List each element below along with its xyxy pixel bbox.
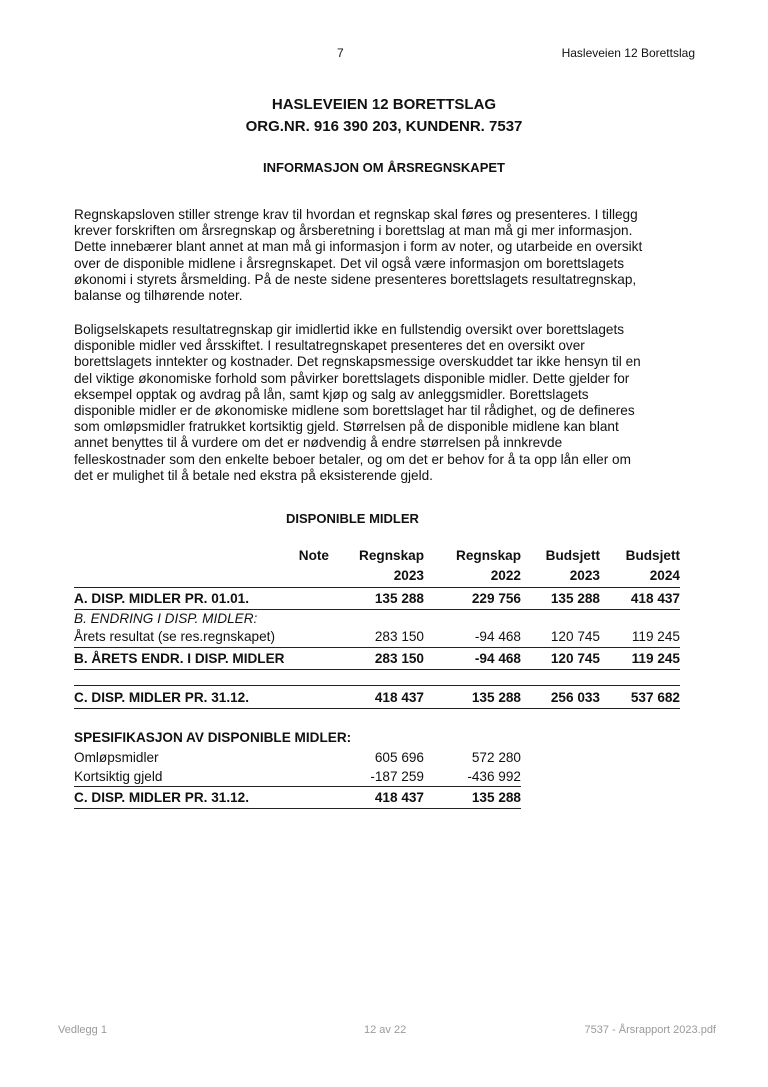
table-header-row xyxy=(74,547,680,565)
row-label: C. DISP. MIDLER PR. 31.12. xyxy=(74,690,250,705)
row-divider xyxy=(74,808,521,809)
table-row xyxy=(74,689,680,707)
document-title: HASLEVEIEN 12 BORETTSLAG xyxy=(271,96,497,113)
row-label: B. ÅRETS ENDR. I DISP. MIDLER xyxy=(74,651,285,666)
row-value: 135 288 xyxy=(374,591,424,606)
header-col3: Budsjett xyxy=(545,548,600,563)
paragraph-line: annet benyttes til å vurdere om det er nødvendig å endre størrelsen på innkrevde xyxy=(74,435,563,451)
row-value: 135 288 xyxy=(471,790,521,805)
paragraph-line: Boligselskapets resultatregnskap gir imidlertid ikke en fullstendig oversikt over borettslagets xyxy=(74,322,625,337)
table-row xyxy=(74,789,521,807)
header-note: Note xyxy=(298,548,329,563)
section-heading: INFORMASJON OM ÅRSREGNSKAPET xyxy=(263,160,505,175)
header-col1: Regnskap xyxy=(359,548,424,563)
row-value: 418 437 xyxy=(630,591,680,606)
paragraph-line: Regnskapsloven stiller strenge krav til hvordan et regnskap skal føres og presenteres. I tillegg xyxy=(74,207,638,222)
row-label: A. DISP. MIDLER PR. 01.01. xyxy=(74,591,250,606)
table-row xyxy=(74,768,521,786)
header-col2-year: 2022 xyxy=(490,568,521,583)
paragraph-line: krever forskriften om årsregnskap og årsberetning i borettslag at man må gi mer informasjon. xyxy=(74,223,633,239)
footer-left: Vedlegg 1 xyxy=(58,1024,107,1036)
footer-center: 12 av 22 xyxy=(364,1024,407,1036)
header-col1-year: 2023 xyxy=(393,568,424,583)
header-col4: Budsjett xyxy=(625,548,680,563)
row-label: C. DISP. MIDLER PR. 31.12. xyxy=(74,790,250,805)
header-col3-year: 2023 xyxy=(569,568,600,583)
paragraph-line: det er mulighet til å betale ned ekstra på eksisterende gjeld. xyxy=(74,467,433,483)
disponible-midler-heading: DISPONIBLE MIDLER xyxy=(286,511,419,526)
table-row xyxy=(74,610,680,628)
row-divider xyxy=(74,685,680,686)
table-header-year-row xyxy=(74,567,680,585)
paragraph-line: balanse og tilhørende noter. xyxy=(74,288,243,304)
row-value: 256 033 xyxy=(550,690,600,705)
row-divider xyxy=(74,669,680,670)
paragraph-line: økonomi i styrets årsmelding. På de neste sidene presenteres borettslagets resultatregnskap, xyxy=(74,271,637,287)
row-label: B. ENDRING I DISP. MIDLER: xyxy=(74,611,258,626)
paragraph-line: disponible midler er de økonomiske midlene som borettslaget har til rådighet, og de defineres xyxy=(74,403,635,419)
row-value: 418 437 xyxy=(374,690,424,705)
row-value: 605 696 xyxy=(374,750,424,765)
paragraph-explanation xyxy=(74,322,694,484)
disponible-midler-table xyxy=(74,547,680,717)
row-value: 537 682 xyxy=(630,690,680,705)
row-value: 418 437 xyxy=(374,790,424,805)
page-number: 7 xyxy=(337,46,344,60)
spec-title: SPESIFIKASJON AV DISPONIBLE MIDLER: xyxy=(74,730,352,745)
spesifikasjon-table xyxy=(74,729,521,809)
row-label: Årets resultat (se res.regnskapet) xyxy=(74,629,275,644)
row-value: 135 288 xyxy=(550,591,600,606)
paragraph-line: eksempel opptak og avdrag på lån, samt kjøp og salg av anleggsmidler. Borettslagets xyxy=(74,386,589,402)
row-divider xyxy=(74,647,680,648)
row-value: 120 745 xyxy=(550,629,600,644)
table-row xyxy=(74,590,680,608)
paragraph-line: borettslagets inntekter og kostnader. Det regnskapsmessige overskuddet tar ikke hensyn til en xyxy=(74,354,641,370)
document-org-number: ORG.NR. 916 390 203, KUNDENR. 7537 xyxy=(245,118,523,135)
row-label: Omløpsmidler xyxy=(74,750,159,765)
header-col4-year: 2024 xyxy=(649,568,680,583)
row-divider xyxy=(74,708,680,709)
row-divider xyxy=(74,786,521,787)
paragraph-line: over de disponible midlene i årsregnskapet. Det vil også være informasjon om borettslagets xyxy=(74,255,625,271)
row-value: -436 992 xyxy=(467,769,521,784)
row-label: Kortsiktig gjeld xyxy=(74,769,163,784)
row-value: 283 150 xyxy=(374,651,424,666)
paragraph-line: felleskostnader som den enkelte beboer betaler, og om det er behov for å ta opp lån eller om xyxy=(74,451,631,467)
table-row xyxy=(74,628,680,646)
row-value: 572 280 xyxy=(471,750,521,765)
row-value: -94 468 xyxy=(474,651,521,666)
table-row xyxy=(74,650,680,668)
header-col2: Regnskap xyxy=(456,548,521,563)
row-value: 135 288 xyxy=(471,690,521,705)
paragraph-line: disponible midler ved årsskiftet. I resultatregnskapet presenteres det en oversikt over xyxy=(74,338,585,354)
row-value: 229 756 xyxy=(471,591,521,606)
header-org-name: Hasleveien 12 Borettslag xyxy=(561,46,695,60)
row-value: 283 150 xyxy=(374,629,424,644)
paragraph-line: del viktige økonomiske forhold som påvirker borettslagets disponible midler. Dette gjelder for xyxy=(74,370,630,386)
row-value: 120 745 xyxy=(550,651,600,666)
paragraph-line: Dette innebærer blant annet at man må gi informasjon i form av noter, og utarbeide en oversikt xyxy=(74,239,643,255)
header-divider xyxy=(74,587,680,588)
paragraph-intro xyxy=(74,207,694,304)
table-row xyxy=(74,749,521,767)
row-value: -94 468 xyxy=(474,629,521,644)
footer-right: 7537 - Årsrapport 2023.pdf xyxy=(584,1024,716,1036)
row-value: -187 259 xyxy=(370,769,424,784)
row-value: 119 245 xyxy=(631,651,680,666)
paragraph-line: som omløpsmidler fratrukket kortsiktig gjeld. Størrelsen på de disponible midlene kan blant xyxy=(74,419,619,435)
row-value: 119 245 xyxy=(631,629,680,644)
